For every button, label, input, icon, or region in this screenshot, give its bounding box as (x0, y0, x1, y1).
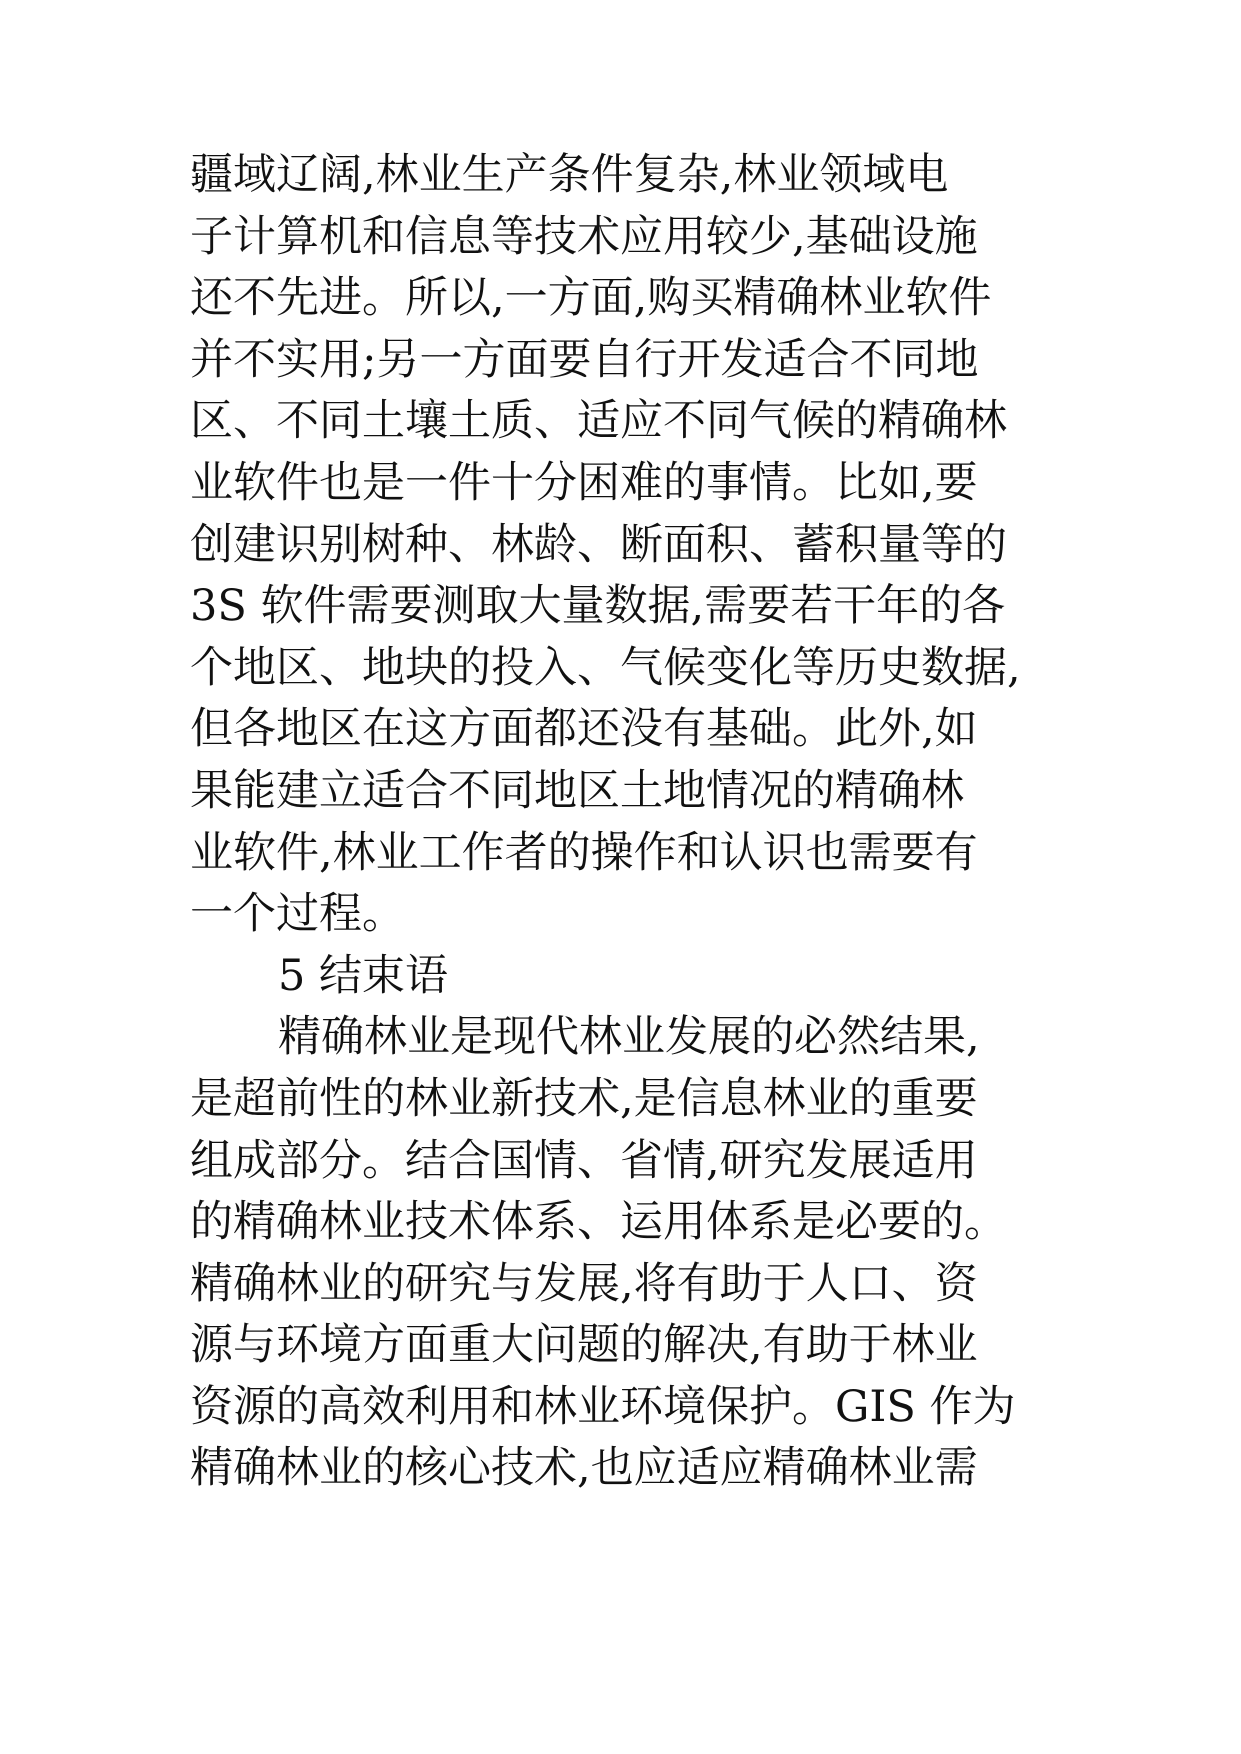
text-line: 个地区、地块的投入、气候变化等历史数据, (190, 642, 1021, 693)
body-text (190, 145, 1090, 1500)
text-line: 子计算机和信息等技术应用较少,基础设施 (190, 211, 978, 262)
text-line: 创建识别树种、林龄、断面积、蓄积量等的 (190, 519, 1007, 570)
conclusion-line: 精确林业的核心技术,也应适应精确林业需 (190, 1443, 978, 1494)
text-line: 果能建立适合不同地区土地情况的精确林 (190, 765, 964, 816)
text-line: 区、不同土壤土质、适应不同气候的精确林 (190, 396, 1007, 447)
conclusion-line: 的精确林业技术体系、运用体系是必要的。 (190, 1197, 1007, 1248)
text-line: 还不先进。所以,一方面,购买精确林业软件 (190, 273, 992, 324)
conclusion-line: 资源的高效利用和林业环境保护。GIS 作为 (190, 1381, 1016, 1432)
text-line: 3S 软件需要测取大量数据,需要若干年的各 (190, 581, 1006, 632)
conclusion-line: 组成部分。结合国情、省情,研究发展适用 (190, 1135, 978, 1186)
text-line: 但各地区在这方面都还没有基础。此外,如 (190, 704, 978, 755)
conclusion-line: 是超前性的林业新技术,是信息林业的重要 (190, 1073, 978, 1124)
text-line: 一个过程。 (190, 889, 405, 940)
text-line: 疆域辽阔,林业生产条件复杂,林业领域电 (190, 150, 949, 200)
conclusion-line: 精确林业的研究与发展,将有助于人口、资 (190, 1258, 978, 1309)
text-line: 业软件也是一件十分困难的事情。比如,要 (190, 457, 978, 508)
conclusion-line: 源与环境方面重大问题的解决,有助于林业 (190, 1320, 978, 1371)
conclusion-line: 精确林业是现代林业发展的必然结果, (278, 1012, 980, 1063)
text-line: 业软件,林业工作者的操作和认识也需要有 (190, 827, 978, 878)
section-heading: 5 结束语 (278, 950, 449, 1001)
text-line: 并不实用;另一方面要自行开发适合不同地 (190, 334, 979, 385)
